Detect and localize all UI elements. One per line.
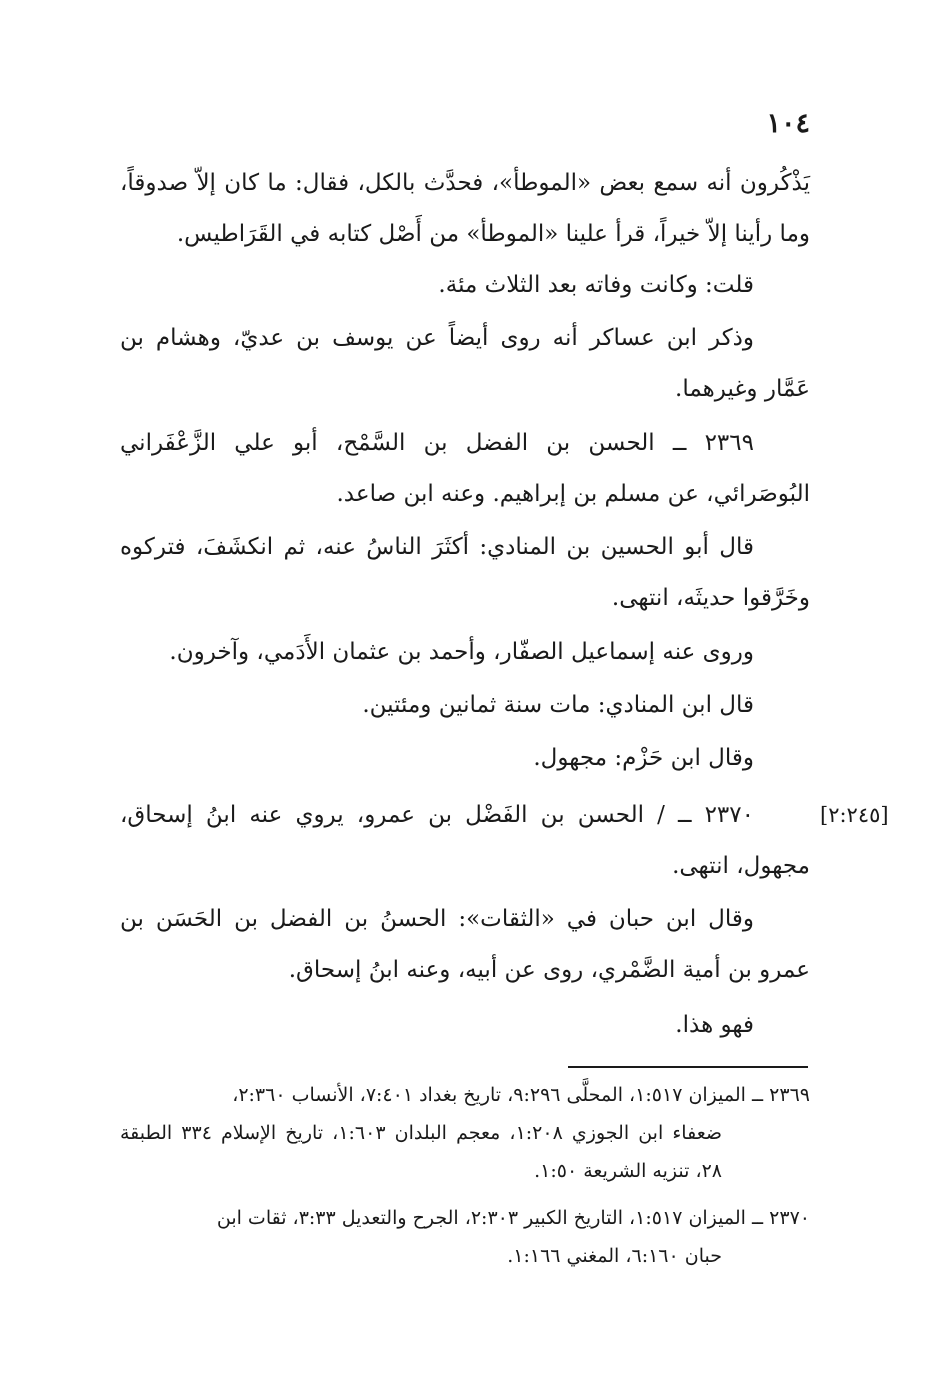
margin-volume-reference: [٢:٢٤٥] bbox=[820, 803, 889, 827]
paragraph-7: قال ابن المنادي: مات سنة ثمانين ومئتين. bbox=[362, 692, 754, 718]
paragraph-3: وذكر ابن عساكر أنه روى أيضاً عن يوسف بن عديّ، وهشام بن عَمَّار وغيرهما. bbox=[120, 325, 810, 402]
paragraph-6: وروى عنه إسماعيل الصفّار، وأحمد بن عثمان الأَدَمي، وآخرون. bbox=[169, 639, 754, 665]
footnote-divider bbox=[568, 1066, 808, 1068]
page-number: ١٠٤ bbox=[766, 108, 810, 139]
footnote-2369 bbox=[120, 1076, 810, 1190]
paragraph-10: وقال ابن حبان في «الثقات»: الحسنُ بن الفضل بن الحَسَن بن عمرو بن أمية الضَّمْري، روى عن أبيه، وعنه ابنُ إسحاق. bbox=[120, 906, 810, 983]
footnote-2369-continuation: ضعفاء ابن الجوزي ١:٢٠٨، معجم البلدان ١:٦٠٣، تاريخ الإسلام ٣٣٤ الطبقة ٢٨، تنزيه الشريعة ١:٥٠. bbox=[120, 1122, 722, 1182]
paragraph-2: قلت: وكانت وفاته بعد الثلاث مئة. bbox=[438, 272, 754, 298]
footnote-2370-continuation: حبان ٦:١٦٠، المغني ١:١٦٦. bbox=[507, 1245, 722, 1267]
footnote-2369-first-line: ٢٣٦٩ ــ الميزان ١:٥١٧، المحلَّى ٩:٢٩٦، تاريخ بغداد ٧:٤٠١، الأنساب ٢:٣٦٠، bbox=[232, 1084, 810, 1106]
entry-2370-heading: ٢٣٧٠ ــ / الحسن بن الفَضْل بن عمرو، يروي عنه ابنُ إسحاق، مجهول، انتهى. bbox=[120, 802, 810, 879]
paragraph-8: وقال ابن حَزْم: مجهول. bbox=[533, 745, 754, 771]
paragraph-11: فهو هذا. bbox=[675, 1012, 754, 1038]
footnote-2370-first-line: ٢٣٧٠ ــ الميزان ١:٥١٧، التاريخ الكبير ٢:٣٠٣، الجرح والتعديل ٣:٣٣، ثقات ابن bbox=[216, 1207, 810, 1229]
footnote-2370 bbox=[120, 1199, 810, 1275]
paragraph-5: قال أبو الحسين بن المنادي: أكثَرَ الناسُ عنه، ثم انكشَفَ، فتركوه وخَرَّقوا حديثَه، انتهى. bbox=[120, 534, 810, 611]
entry-2369-heading: ٢٣٦٩ ــ الحسن بن الفضل بن السَّمْح، أبو علي الزَّعْفَراني البُوصَرائي، عن مسلم بن إبراهيم. وعنه ابن صاعد. bbox=[120, 430, 810, 507]
paragraph-1: يَذْكُرون أنه سمع بعض «الموطأ»، فحدَّث بالكل، فقال: ما كان إلاّ صدوقاً، وما رأينا إلاّ خيراً، قرأ علينا «الموطأ» من أَصْل كتابه في القَرَاطيس. bbox=[120, 170, 810, 247]
